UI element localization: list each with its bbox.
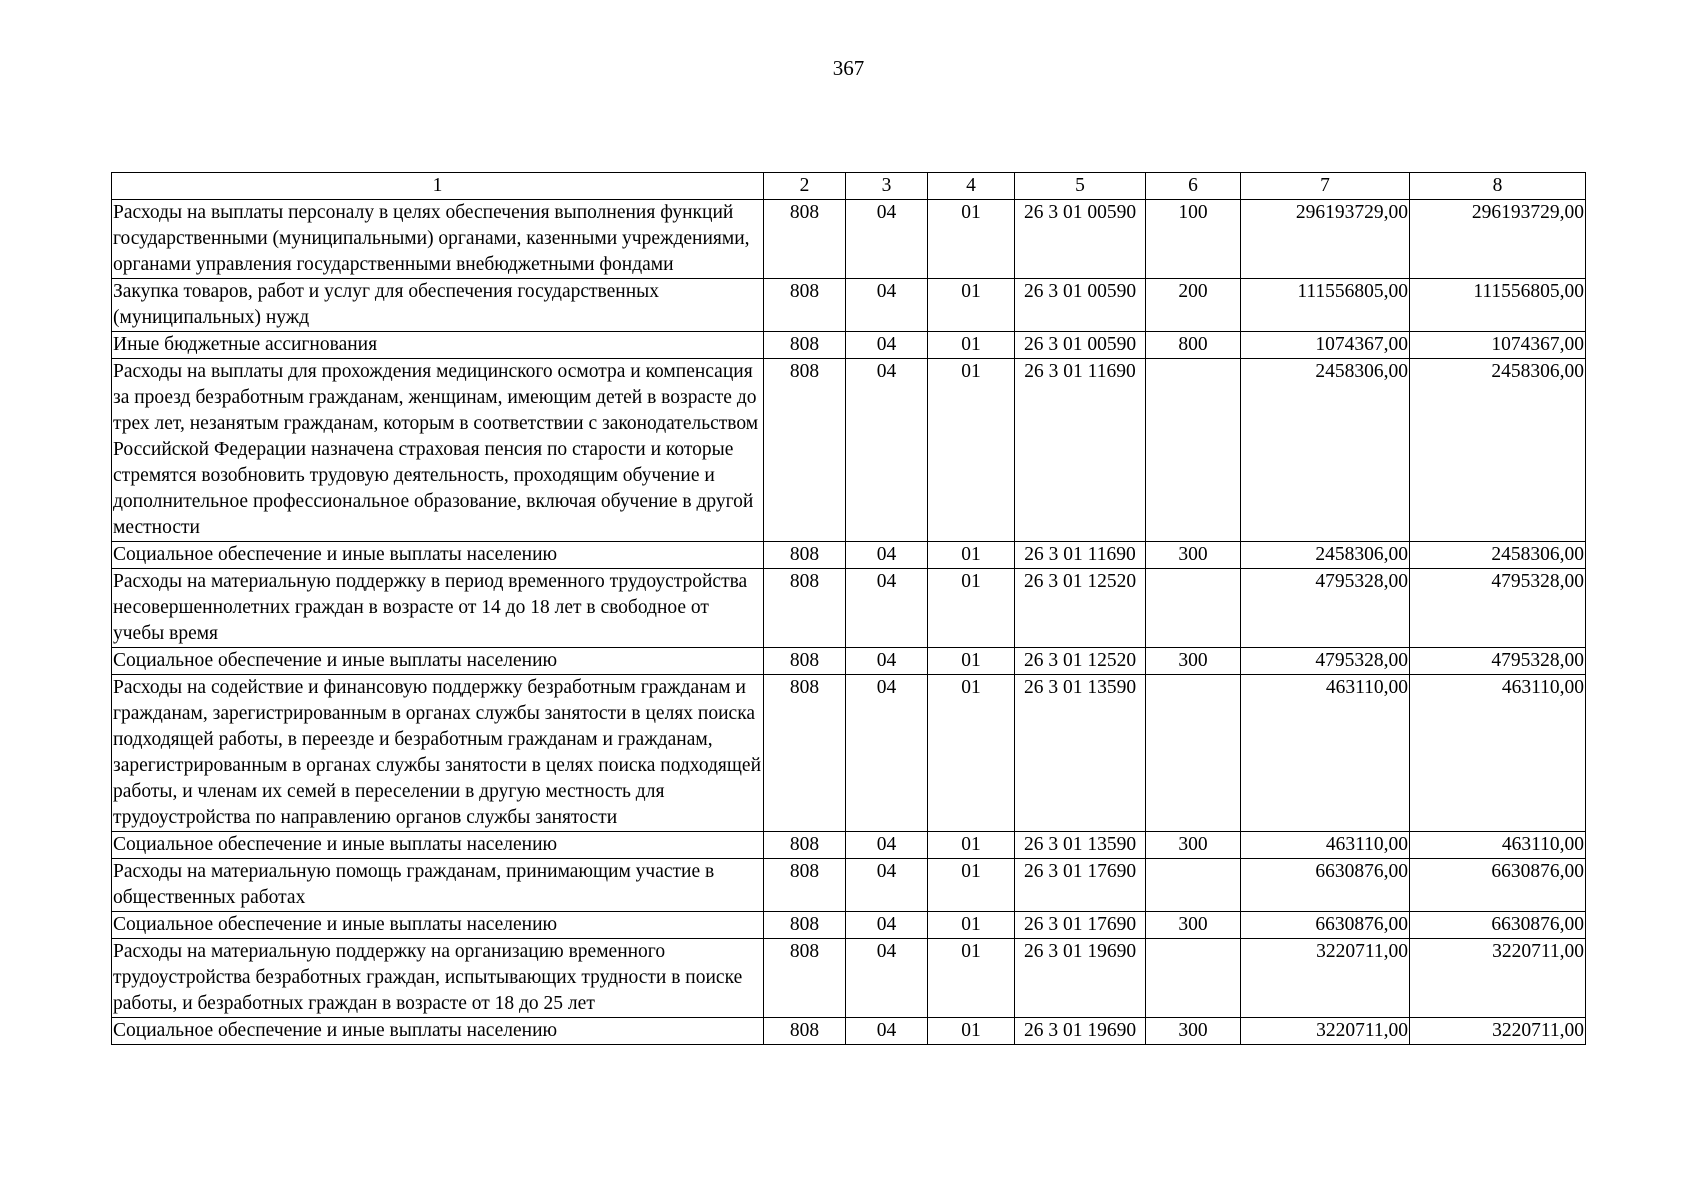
expense-type-cell [1146,675,1241,832]
amount-cell-col8: 2458306,00 [1410,359,1586,542]
subsection-code-cell: 01 [928,832,1015,859]
amount-cell-col7: 2458306,00 [1241,359,1410,542]
expense-type-cell [1146,939,1241,1018]
subsection-code-cell: 01 [928,939,1015,1018]
amount-cell-col8: 3220711,00 [1410,939,1586,1018]
table-row [112,1018,1586,1045]
item-name-cell: Расходы на выплаты персоналу в целях обеспечения выполнения функций государственными (муниципальными) органами, казенными учреждениями, органами управления государственными внебюджетными фондами [112,200,764,279]
item-name-cell: Социальное обеспечение и иные выплаты населению [112,542,764,569]
amount-cell-col8: 2458306,00 [1410,542,1586,569]
ministry-code-cell: 808 [764,912,846,939]
amount-cell-col8: 6630876,00 [1410,859,1586,912]
target-article-cell: 26 3 01 12520 [1015,648,1146,675]
budget-table [111,172,1586,1045]
ministry-code-cell: 808 [764,675,846,832]
amount-cell-col7: 296193729,00 [1241,200,1410,279]
amount-cell-col7: 6630876,00 [1241,912,1410,939]
ministry-code-cell: 808 [764,359,846,542]
target-article-cell: 26 3 01 11690 [1015,542,1146,569]
expense-type-cell [1146,359,1241,542]
amount-cell-col7: 463110,00 [1241,675,1410,832]
amount-cell-col7: 1074367,00 [1241,332,1410,359]
table-header [112,173,1586,200]
target-article-cell: 26 3 01 19690 [1015,1018,1146,1045]
amount-cell-col7: 4795328,00 [1241,648,1410,675]
section-code-cell: 04 [846,859,928,912]
ministry-code-cell: 808 [764,279,846,332]
target-article-cell: 26 3 01 19690 [1015,939,1146,1018]
section-code-cell: 04 [846,648,928,675]
header-cell-4: 4 [928,173,1015,200]
item-name-cell: Расходы на материальную помощь гражданам, принимающим участие в общественных работах [112,859,764,912]
table-row [112,939,1586,1018]
target-article-cell: 26 3 01 17690 [1015,912,1146,939]
ministry-code-cell: 808 [764,1018,846,1045]
subsection-code-cell: 01 [928,569,1015,648]
expense-type-cell: 300 [1146,542,1241,569]
ministry-code-cell: 808 [764,648,846,675]
section-code-cell: 04 [846,569,928,648]
section-code-cell: 04 [846,279,928,332]
expense-type-cell [1146,569,1241,648]
table-row [112,912,1586,939]
amount-cell-col8: 463110,00 [1410,832,1586,859]
section-code-cell: 04 [846,675,928,832]
amount-cell-col7: 6630876,00 [1241,859,1410,912]
table-row [112,832,1586,859]
table-row [112,332,1586,359]
header-cell-1: 1 [112,173,764,200]
page-number: 367 [832,56,865,80]
item-name-cell: Расходы на выплаты для прохождения медицинского осмотра и компенсация за проезд безработным гражданам, женщинам, имеющим детей в возрасте до трех лет, незанятым гражданам, которым в соответствии с законодательством Российской Федерации назначена страховая пенсия по старости и которые стремятся возобновить трудовую деятельность, проходящим обучение и дополнительное профессиональное образование, включая обучение в другой местности [112,359,764,542]
section-code-cell: 04 [846,832,928,859]
header-cell-3: 3 [846,173,928,200]
target-article-cell: 26 3 01 13590 [1015,675,1146,832]
header-cell-2: 2 [764,173,846,200]
expense-type-cell [1146,859,1241,912]
section-code-cell: 04 [846,1018,928,1045]
item-name-cell: Социальное обеспечение и иные выплаты населению [112,832,764,859]
target-article-cell: 26 3 01 12520 [1015,569,1146,648]
table-row [112,648,1586,675]
table-row [112,200,1586,279]
section-code-cell: 04 [846,939,928,1018]
item-name-cell: Социальное обеспечение и иные выплаты населению [112,912,764,939]
ministry-code-cell: 808 [764,200,846,279]
amount-cell-col8: 1074367,00 [1410,332,1586,359]
subsection-code-cell: 01 [928,859,1015,912]
ministry-code-cell: 808 [764,859,846,912]
expense-type-cell: 300 [1146,832,1241,859]
target-article-cell: 26 3 01 17690 [1015,859,1146,912]
header-cell-7: 7 [1241,173,1410,200]
amount-cell-col7: 463110,00 [1241,832,1410,859]
ministry-code-cell: 808 [764,939,846,1018]
table-row [112,569,1586,648]
table-row [112,542,1586,569]
expense-type-cell: 100 [1146,200,1241,279]
table-row [112,279,1586,332]
item-name-cell: Расходы на материальную поддержку на организацию временного трудоустройства безработных граждан, испытывающих трудности в поиске работы, и безработных граждан в возрасте от 18 до 25 лет [112,939,764,1018]
expense-type-cell: 800 [1146,332,1241,359]
subsection-code-cell: 01 [928,200,1015,279]
amount-cell-col8: 296193729,00 [1410,200,1586,279]
subsection-code-cell: 01 [928,1018,1015,1045]
table-row [112,675,1586,832]
header-cell-6: 6 [1146,173,1241,200]
amount-cell-col8: 111556805,00 [1410,279,1586,332]
item-name-cell: Расходы на содействие и финансовую поддержку безработным гражданам и гражданам, зарегистрированным в органах службы занятости в целях поиска подходящей работы, в переезде и безработным гражданам и гражданам, зарегистрированным в органах службы занятости в целях поиска подходящей работы, и членам их семей в переселении в другую местность для трудоустройства по направлению органов службы занятости [112,675,764,832]
expense-type-cell: 200 [1146,279,1241,332]
subsection-code-cell: 01 [928,912,1015,939]
header-row [112,173,1586,200]
section-code-cell: 04 [846,359,928,542]
amount-cell-col8: 4795328,00 [1410,648,1586,675]
table-row [112,859,1586,912]
ministry-code-cell: 808 [764,332,846,359]
amount-cell-col8: 4795328,00 [1410,569,1586,648]
amount-cell-col8: 6630876,00 [1410,912,1586,939]
ministry-code-cell: 808 [764,542,846,569]
item-name-cell: Социальное обеспечение и иные выплаты населению [112,1018,764,1045]
amount-cell-col7: 3220711,00 [1241,939,1410,1018]
item-name-cell: Закупка товаров, работ и услуг для обеспечения государственных (муниципальных) нужд [112,279,764,332]
expense-type-cell: 300 [1146,912,1241,939]
amount-cell-col7: 4795328,00 [1241,569,1410,648]
target-article-cell: 26 3 01 11690 [1015,359,1146,542]
item-name-cell: Расходы на материальную поддержку в период временного трудоустройства несовершеннолетних граждан в возрасте от 14 до 18 лет в свободное от учебы время [112,569,764,648]
subsection-code-cell: 01 [928,542,1015,569]
table-body [112,200,1586,1045]
section-code-cell: 04 [846,200,928,279]
section-code-cell: 04 [846,332,928,359]
target-article-cell: 26 3 01 00590 [1015,332,1146,359]
item-name-cell: Иные бюджетные ассигнования [112,332,764,359]
item-name-cell: Социальное обеспечение и иные выплаты населению [112,648,764,675]
target-article-cell: 26 3 01 00590 [1015,200,1146,279]
subsection-code-cell: 01 [928,675,1015,832]
target-article-cell: 26 3 01 00590 [1015,279,1146,332]
header-cell-5: 5 [1015,173,1146,200]
ministry-code-cell: 808 [764,832,846,859]
table-row [112,359,1586,542]
amount-cell-col7: 111556805,00 [1241,279,1410,332]
amount-cell-col8: 463110,00 [1410,675,1586,832]
amount-cell-col8: 3220711,00 [1410,1018,1586,1045]
subsection-code-cell: 01 [928,332,1015,359]
subsection-code-cell: 01 [928,359,1015,542]
section-code-cell: 04 [846,912,928,939]
section-code-cell: 04 [846,542,928,569]
ministry-code-cell: 808 [764,569,846,648]
subsection-code-cell: 01 [928,279,1015,332]
subsection-code-cell: 01 [928,648,1015,675]
header-cell-8: 8 [1410,173,1586,200]
amount-cell-col7: 3220711,00 [1241,1018,1410,1045]
expense-type-cell: 300 [1146,1018,1241,1045]
target-article-cell: 26 3 01 13590 [1015,832,1146,859]
amount-cell-col7: 2458306,00 [1241,542,1410,569]
expense-type-cell: 300 [1146,648,1241,675]
